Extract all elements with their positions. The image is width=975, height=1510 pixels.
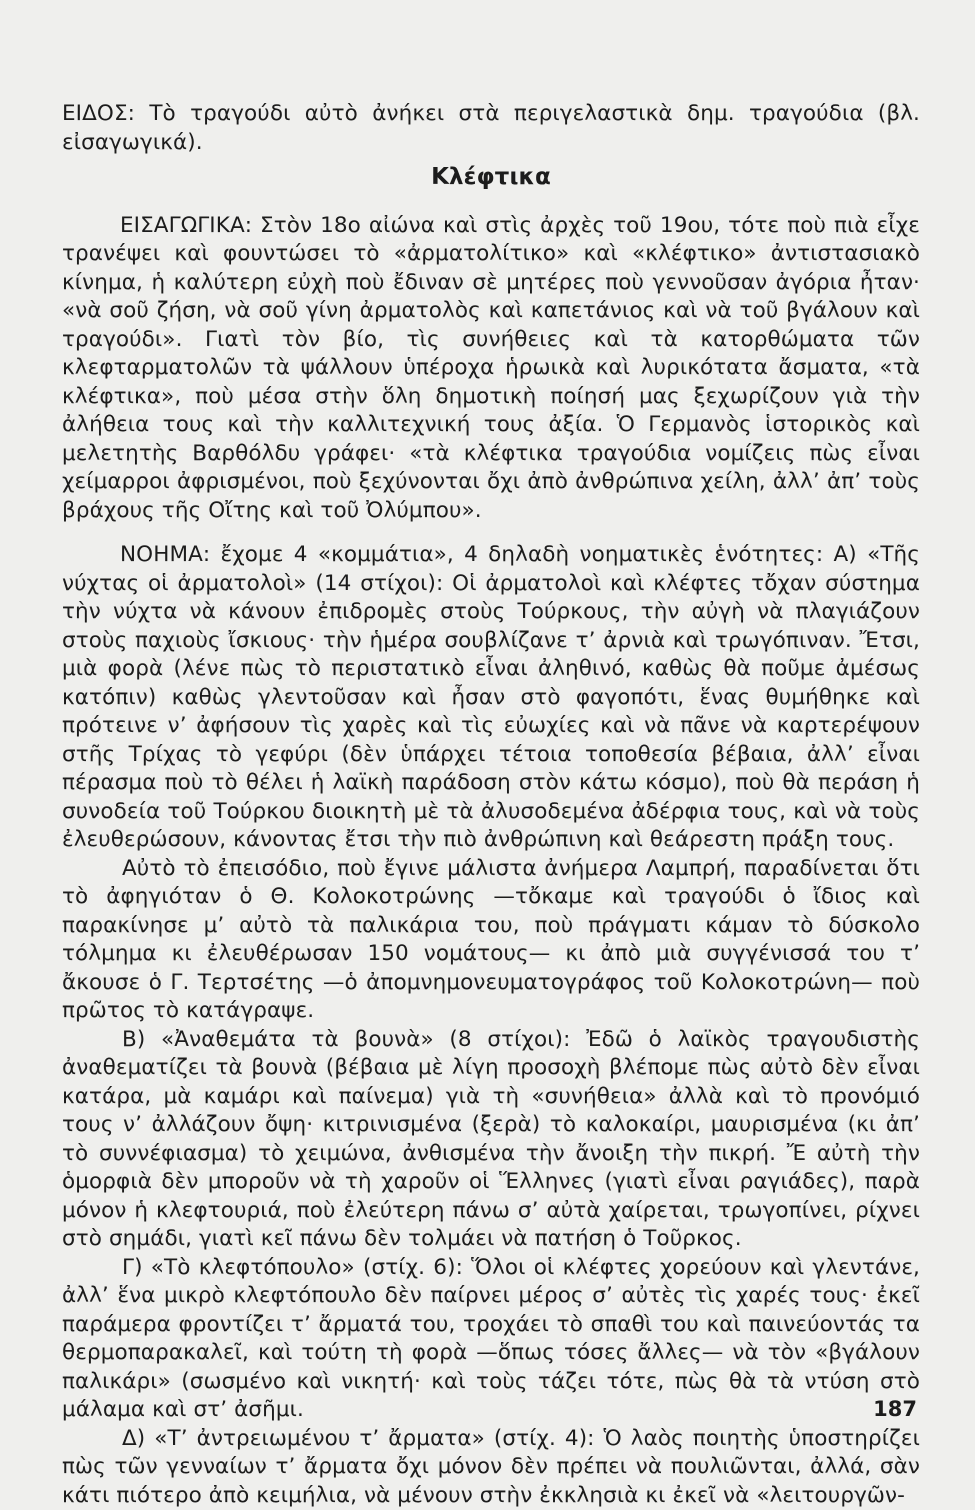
section-d-paragraph: Δ) «Τ’ ἀντρειωμένου τ’ ἄρματα» (στίχ. 4): Ὁ λαὸς ποιητὴς ὑποστηρίζει πὼς τῶν γενναίων τ’ ἄρματα ὄχι μόνον δὲν πρέπει νὰ πουλιῶνται, ἀλλά, σὰν κάτι πιότερο ἀπὸ κειμήλια, νὰ μένουν στὴν ἐκκλησιὰ κι ἐκεῖ νὰ «λειτουργῶν- <box>62 1425 920 1510</box>
episode-paragraph: Αὐτὸ τὸ ἐπεισόδιο, ποὺ ἔγινε μάλιστα ἀνήμερα Λαμπρή, παραδίνεται ὅτι τὸ ἀφηγιόταν ὁ Θ. Κολοκοτρώνης —τὄκαμε καὶ τραγούδι ὁ ἴδιος καὶ παρακίνησε μ’ αὐτὸ τὰ παλικάρια του, ποὺ πράγματι κάμαν τὸ δύσκολο τόλμημα κι ἐλευθέρωσαν 150 νομάτους— κι ἀπὸ μιὰ συγγένισσά του τ’ ἄκουσε ὁ Γ. Τερτσέτης —ὁ ἀπομνημονευματογράφος τοῦ Κολοκοτρώνη— ποὺ πρῶτος τὸ κατάγραψε. <box>62 855 920 1026</box>
section-c-paragraph: Γ) «Τὸ κλεφτόπουλο» (στίχ. 6): Ὅλοι οἱ κλέφτες χορεύουν καὶ γλεντάνε, ἀλλ’ ἕνα μικρὸ κλεφτόπουλο δὲν παίρνει μέρος σ’ αὐτὲς τὶς χαρές τους· ἐκεῖ παράμερα φροντίζει τ’ ἄρματά του, τροχάει τὸ σπαθὶ του καὶ παινεύοντάς τα θερμοπαρακαλεῖ, καὶ τούτη τὴ φορὰ —ὅπως τόσες ἄλλες— νὰ τὸν «βγάλουν παλικάρι» (σωσμένο καὶ νικητή· καὶ τοὺς τάζει τότε, πὼς θὰ τὰ ντύση στὸ μάλαμα καὶ στ’ ἀσῆμι. <box>62 1254 920 1425</box>
section-b-paragraph: Β) «Ἀναθεμάτα τὰ βουνὰ» (8 στίχοι): Ἐδῶ ὁ λαϊκὸς τραγουδιστὴς ἀναθεματίζει τὰ βουνὰ (βέβαια μὲ λίγη προσοχὴ βλέπομε πὼς αὐτὸ δὲν εἶναι κατάρα, μὰ καμάρι καὶ παίνεμα) γιὰ τὴ «συνήθεια» ἀλλὰ καὶ τὸ προνόμιό τους ν’ ἀλλάζουν ὄψη· κιτρινισμένα (ξερὰ) τὸ καλοκαίρι, μαυρισμένα (κι ἀπ’ τὸ συννέφιασμα) τὸ χειμώνα, ἀνθισμένα τὴν ἄνοιξη τὴν πικρή. Ἔ αὐτὴ τὴν ὁμορφιὰ δὲν μποροῦν νὰ τὴ χαροῦν οἱ Ἕλληνες (γιατὶ εἶναι ραγιάδες), παρὰ μόνον ἡ κλεφτουριά, ποὺ ἐλεύτερη πάνω σ’ αὐτὰ χαίρεται, τρωγοπίνει, ρίχνει στὸ σημάδι, γιατὶ κεῖ πάνω δὲν τολμάει νὰ πατήση ὁ Τοῦρκος. <box>62 1026 920 1254</box>
eidos-paragraph: ΕΙΔΟΣ: Τὸ τραγούδι αὐτὸ ἀνήκει στὰ περιγελαστικὰ δημ. τραγούδια (βλ. εἰσαγωγικά). <box>62 100 920 157</box>
body-text <box>62 100 920 1510</box>
intro-paragraph: ΕΙΣΑΓΩΓΙΚΑ: Στὸν 18ο αἰώνα καὶ στὶς ἀρχὲς τοῦ 19ου, τότε ποὺ πιὰ εἶχε τρανέψει καὶ φουντώσει τὸ «ἀρματολίτικο» καὶ «κλέφτικο» ἀντιστασιακὸ κίνημα, ἡ καλύτερη εὐχὴ ποὺ ἔδιναν σὲ μητέρες ποὺ γεννοῦσαν ἀγόρια ἦταν· «νὰ σοῦ ζήση, νὰ σοῦ γίνη ἀρματολὸς καὶ καπετάνιος καὶ νὰ τοῦ βγάλουν καὶ τραγούδι». Γιατὶ τὸν βίο, τὶς συνήθειες καὶ τὰ κατορθώματα τῶν κλεφταρματολῶν τὰ ψάλλουν ὑπέροχα ἡρωικὰ καὶ λυρικότατα ἄσματα, «τὰ κλέφτικα», ποὺ μέσα στὴν ὅλη δημοτικὴ ποίησή μας ξεχωρίζουν γιὰ τὴν ἀλήθεια τους καὶ τὴν καλλιτεχνική τους ἀξία. Ὁ Γερμανὸς ἱστορικὸς καὶ μελετητὴς Βαρθόλδυ γράφει· «τὰ κλέφτικα τραγούδια νομίζεις πὼς εἶναι χείμαρροι ἀφρισμένοι, ποὺ ξεχύνονται ὄχι ἀπὸ ἀνθρώπινα χείλη, ἀλλ’ ἀπ’ τοὺς βράχους τῆς Οἴτης καὶ τοῦ Ὀλύμπου». <box>62 212 920 526</box>
noima-paragraph: ΝΟΗΜΑ: ἔχομε 4 «κομμάτια», 4 δηλαδὴ νοηματικὲς ἑνότητες: Α) «Τῆς νύχτας οἱ ἀρματολοὶ» (14 στίχοι): Οἱ ἀρματολοὶ καὶ κλέφτες τὄχαν σύστημα τὴν νύχτα νὰ κάνουν ἐπιδρομὲς στοὺς Τούρκους, τὴν αὐγὴ νὰ πλαγιάζουν στοὺς παχιοὺς ἴσκιους· τὴν ἡμέρα σουβλίζανε τ’ ἀρνιὰ καὶ τρωγόπιναν. Ἔτσι, μιὰ φορὰ (λένε πὼς τὸ περιστατικὸ εἶναι ἀληθινό, καθὼς θὰ ποῦμε ἀμέσως κατόπιν) καθὼς γλεντοῦσαν καὶ ἦσαν στὸ φαγοπότι, ἕνας θυμήθηκε καὶ πρότεινε ν’ ἀφήσουν τὶς χαρὲς καὶ τὶς εὐωχίες καὶ νὰ πᾶνε νὰ καρτερέψουν στῆς Τρίχας τὸ γεφύρι (δὲν ὑπάρχει τέτοια τοποθεσία βέβαια, ἀλλ’ εἶναι πέρασμα ποὺ τὸ θέλει ἡ λαϊκὴ παράδοση στὸν κάτω κόσμο), ποὺ θὰ περάση ἡ συνοδεία τοῦ Τούρκου διοικητὴ μὲ τὰ ἀλυσοδεμένα ἀδέρφια τους, καὶ νὰ τοὺς ἐλευθερώσουν, κάνοντας ἔτσι τὴν πιὸ ἀνθρώπινη καὶ θεάρεστη πράξη τους. <box>62 541 920 855</box>
section-title: Κλέφτικα <box>62 163 920 192</box>
page-number: 187 <box>873 1397 917 1421</box>
